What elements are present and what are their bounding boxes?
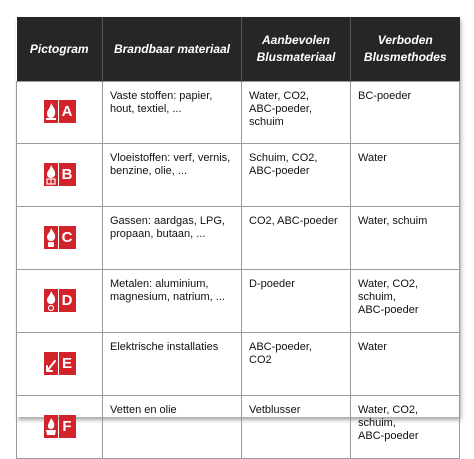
recommended-cell: ABC-poeder, CO2 xyxy=(242,333,351,396)
forbidden-cell: BC-poeder xyxy=(351,82,460,144)
fire-class-f-icon: F xyxy=(44,415,76,438)
forbidden-cell: Water xyxy=(351,333,460,396)
forbidden-cell: Water, CO2, schuim, ABC-poeder xyxy=(351,396,460,459)
material-cell: Elektrische installaties xyxy=(103,333,242,396)
pictogram-cell xyxy=(17,144,103,207)
table-row xyxy=(17,270,460,333)
fire-class-e-icon: E xyxy=(44,352,76,375)
pictogram-cell xyxy=(17,333,103,396)
header-material: Brandbaar materiaal xyxy=(103,17,242,82)
fire-class-c-icon: C xyxy=(44,226,76,249)
pictogram-cell xyxy=(17,207,103,270)
header-forbidden: Verboden Blusmethodes xyxy=(351,17,460,82)
fire-class-table-container xyxy=(16,17,459,442)
table-row xyxy=(17,333,460,396)
forbidden-cell: Water, schuim xyxy=(351,207,460,270)
recommended-cell: Schuim, CO2, ABC-poeder xyxy=(242,144,351,207)
recommended-cell: D-poeder xyxy=(242,270,351,333)
forbidden-cell: Water, CO2, schuim, ABC-poeder xyxy=(351,270,460,333)
header-recommended: Aanbevolen Blusmateriaal xyxy=(242,17,351,82)
table-row xyxy=(17,396,460,459)
forbidden-cell: Water xyxy=(351,144,460,207)
recommended-cell: Water, CO2, ABC-poeder, schuim xyxy=(242,82,351,144)
recommended-cell: CO2, ABC-poeder xyxy=(242,207,351,270)
header-pictogram: Pictogram xyxy=(17,17,103,82)
material-cell: Vaste stoffen: papier, hout, textiel, ... xyxy=(103,82,242,144)
fire-class-d-icon: D xyxy=(44,289,76,312)
fire-class-table xyxy=(16,17,460,459)
fire-class-a-icon: A xyxy=(44,100,76,123)
material-cell: Vetten en olie xyxy=(103,396,242,459)
fire-class-b-icon: B xyxy=(44,163,76,186)
pictogram-cell xyxy=(17,396,103,459)
table-header-row xyxy=(17,17,460,82)
material-cell: Metalen: aluminium, magnesium, natrium, ... xyxy=(103,270,242,333)
table-row xyxy=(17,207,460,270)
table-row xyxy=(17,82,460,144)
material-cell: Vloeistoffen: verf, vernis, benzine, olie, ... xyxy=(103,144,242,207)
pictogram-cell xyxy=(17,82,103,144)
material-cell: Gassen: aardgas, LPG, propaan, butaan, ... xyxy=(103,207,242,270)
table-row xyxy=(17,144,460,207)
recommended-cell: Vetblusser xyxy=(242,396,351,459)
pictogram-cell xyxy=(17,270,103,333)
